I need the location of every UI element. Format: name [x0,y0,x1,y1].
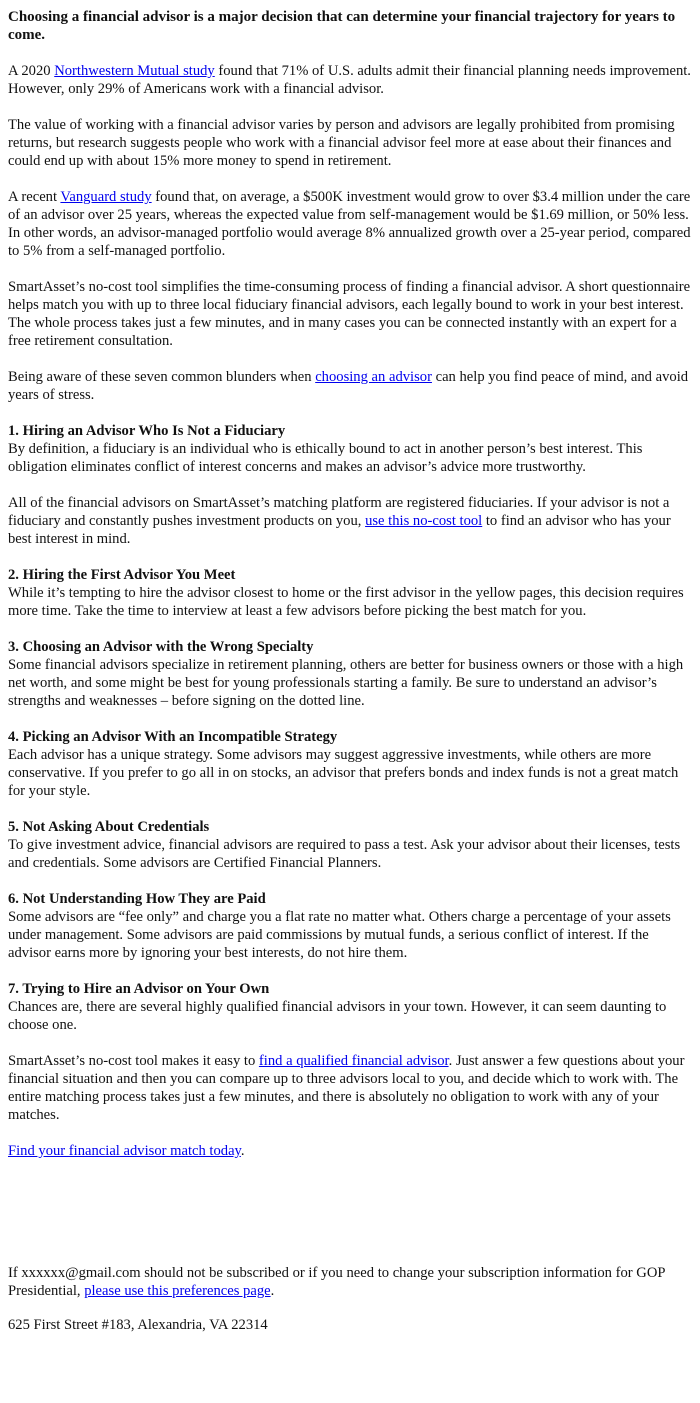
fiduciary-note [8,494,692,548]
section-body: Each advisor has a unique strategy. Some advisors may suggest aggressive investments, while others are more conservative. If you prefer to go all in on stocks, an advisor that prefers bonds and index funds is not a great match for your style. [8,747,679,799]
intro-1-text-before: A 2020 [8,63,55,79]
section-6 [8,890,692,962]
preferences-page-link[interactable]: please use this preferences page [84,1283,271,1299]
subscription-footer [8,1264,692,1300]
section-title: 3. Choosing an Advisor with the Wrong Specialty [8,639,314,655]
section-title: 6. Not Understanding How They are Paid [8,891,266,907]
section-title: 4. Picking an Advisor With an Incompatible Strategy [8,729,338,745]
section-body: Some advisors are “fee only” and charge you a flat rate no matter what. Others charge a percentage of your assets under management. Some advisors are paid commissions by mutual funds, a serious conflict of interest. If the advisor earns more by ignoring your best interests, do not hire them. [8,909,671,961]
closing-paragraph [8,1052,692,1124]
intro-paragraph-1 [8,62,692,98]
intro-3-text-after: found that, on average, a $500K investment would grow to over $3.4 million under the care of an advisor over 25 years, whereas the expected value from self-management would be $1.69 million, or 50% less. In other words, an advisor-managed portfolio would average 8% annualized growth over a 25-year period, compared to 5% from a self-managed portfolio. [8,189,691,259]
footer-text-after: . [270,1283,275,1299]
section-body: By definition, a fiduciary is an individual who is ethically bound to act in another person’s best interest. This obligation eliminates conflict of interest concerns and makes an advisor’s advice more trustworthy. [8,441,643,475]
section-4 [8,728,692,800]
section-body: Some financial advisors specialize in retirement planning, others are better for business owners or those with a high net worth, and some might be best for young professionals starting a family. Be sure to understand an advisor’s strengths and weaknesses – before signing on the dotted line. [8,657,684,709]
intro-1-text-after: found that 71% of U.S. adults admit their financial planning needs improvement. However, only 29% of Americans work with a financial advisor. [8,63,691,97]
mailing-address: 625 First Street #183, Alexandria, VA 22314 [8,1317,268,1333]
northwestern-mutual-study-link[interactable]: Northwestern Mutual study [54,63,215,79]
cta-period: . [240,1143,245,1159]
headline: Choosing a financial advisor is a major decision that can determine your financial trajectory for years to come. [8,9,676,43]
section-1 [8,422,692,476]
section-5 [8,818,692,872]
no-cost-tool-link[interactable]: use this no-cost tool [365,513,483,529]
fiduciary-note-text-after: to find an advisor who has your best interest in mind. [8,513,671,547]
section-7 [8,980,692,1034]
intro-5-text-after: can help you find peace of mind, and avoid years of stress. [8,369,689,403]
intro-paragraph-4: SmartAsset’s no-cost tool simplifies the time-consuming process of finding a financial advisor. A short questionnaire helps match you with up to three local fiduciary financial advisors, each legally bound to work in your best interest. The whole process takes just a few minutes, and in many cases you can be connected instantly with an expert for a free retirement consultation. [8,279,691,349]
fiduciary-note-text-before: All of the financial advisors on SmartAsset’s matching platform are registered fiduciaries. If your advisor is not a fiduciary and constantly pushes investment products on you, [8,495,670,529]
email-body [0,8,700,1334]
section-body: While it’s tempting to hire the advisor closest to home or the first advisor in the yellow pages, this decision requires more time. Take the time to interview at least a few advisors before picking the best match for you. [8,585,684,619]
find-qualified-advisor-link[interactable]: find a qualified financial advisor [258,1053,449,1069]
cta-paragraph [8,1142,692,1160]
intro-3-text-before: A recent [8,189,61,205]
footer-text-before: If xxxxxx@gmail.com should not be subscribed or if you need to change your subscription information for GOP Presidential, [8,1265,665,1299]
section-title: 2. Hiring the First Advisor You Meet [8,567,236,583]
closing-text-before: SmartAsset’s no-cost tool makes it easy to [8,1053,259,1069]
intro-paragraph-2: The value of working with a financial advisor varies by person and advisors are legally prohibited from promising returns, but research suggests people who work with a financial advisor feel more at ease about their finances and could end up with about 15% more money to spend in retirement. [8,117,675,169]
section-body: To give investment advice, financial advisors are required to pass a test. Ask your advisor about their licenses, tests and credentials. Some advisors are Certified Financial Planners. [8,837,681,871]
closing-text-after: . Just answer a few questions about your financial situation and then you can compare up to three advisors local to you, and decide which to work with. The entire matching process takes just a few minutes, and there is absolutely no obligation to work with any of your matches. [8,1053,685,1123]
section-title: 7. Trying to Hire an Advisor on Your Own [8,981,270,997]
find-advisor-match-link[interactable]: Find your financial advisor match today [8,1143,241,1159]
intro-paragraph-5 [8,368,692,404]
section-body: Chances are, there are several highly qualified financial advisors in your town. However, it can seem daunting to choose one. [8,999,667,1033]
intro-5-text-before: Being aware of these seven common blunders when [8,369,316,385]
vanguard-study-link[interactable]: Vanguard study [60,189,152,205]
choosing-an-advisor-link[interactable]: choosing an advisor [315,369,432,385]
section-title: 1. Hiring an Advisor Who Is Not a Fiduciary [8,423,286,439]
section-2 [8,566,692,620]
section-title: 5. Not Asking About Credentials [8,819,210,835]
intro-paragraph-3 [8,188,692,260]
section-3 [8,638,692,710]
